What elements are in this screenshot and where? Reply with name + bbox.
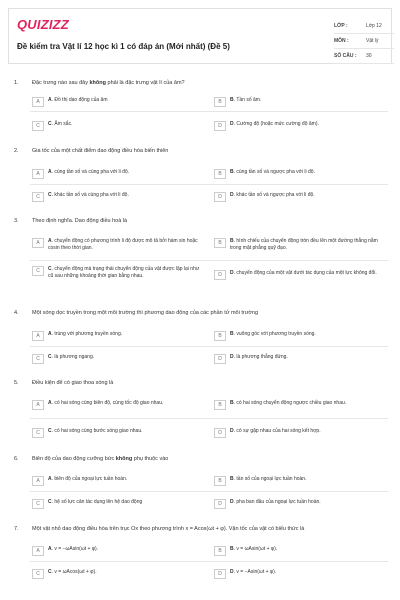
option-text: D. v = −Asin(ωt + φ). bbox=[230, 569, 277, 575]
option-letter: A bbox=[32, 400, 44, 410]
option-letter: B bbox=[214, 546, 226, 556]
question-number: 3. bbox=[14, 218, 19, 224]
meta-value: 30 bbox=[366, 53, 372, 59]
meta-row-subject bbox=[334, 34, 394, 49]
option-text: D. khác tần số và ngược pha với li độ. bbox=[230, 192, 315, 198]
option-a[interactable] bbox=[32, 331, 202, 341]
option-letter: A bbox=[32, 546, 44, 556]
question-number: 1. bbox=[14, 80, 19, 86]
option-text: D. chuyển động của một vật dưới tác dụng của một lực không đổi. bbox=[230, 270, 377, 276]
option-c[interactable] bbox=[32, 428, 204, 438]
option-letter: B bbox=[214, 238, 226, 248]
option-c[interactable] bbox=[32, 569, 202, 579]
quizizz-logo: QUIZIZZ bbox=[17, 17, 69, 32]
option-text: D. pha ban đầu của ngoại lực tuần hoàn. bbox=[230, 499, 321, 505]
question-number: 4. bbox=[14, 310, 19, 316]
option-c[interactable] bbox=[32, 121, 202, 131]
option-a[interactable] bbox=[32, 546, 202, 556]
option-letter: A bbox=[32, 331, 44, 341]
option-letter: C bbox=[32, 428, 44, 438]
question-text: Một sóng dọc truyền trong một môi trường thì phương dao động của các phần tử môi trường bbox=[32, 310, 259, 316]
option-c[interactable] bbox=[32, 266, 204, 279]
option-text: C. có hai sóng cùng bước sóng giao nhau. bbox=[48, 428, 143, 434]
option-a[interactable] bbox=[32, 169, 202, 179]
option-a[interactable] bbox=[32, 97, 202, 107]
question-text: Đặc trưng nào sau đây không phải là đặc trưng vật lí của âm? bbox=[32, 80, 185, 86]
option-text: A. chuyển động có phương trình li độ được mô tả bởi hàm sin hoặc cosin theo thời gian. bbox=[48, 238, 198, 251]
question-text: Một vật nhỏ dao động điều hòa trên trục Ox theo phương trình x = Acos(ωt + φ). Vận tốc của vật có biểu thức là bbox=[32, 526, 305, 532]
option-letter: C bbox=[32, 121, 44, 131]
option-d[interactable] bbox=[214, 270, 390, 280]
option-b[interactable] bbox=[214, 400, 386, 410]
option-text: D. Cường độ (hoặc mức cường độ âm). bbox=[230, 121, 319, 127]
option-letter: C bbox=[32, 354, 44, 364]
option-letter: B bbox=[214, 400, 226, 410]
option-text: C. v = ωAcos(ωt + φ). bbox=[48, 569, 97, 575]
option-c[interactable] bbox=[32, 192, 202, 202]
option-letter: C bbox=[32, 266, 44, 276]
option-letter: D bbox=[214, 499, 226, 509]
option-c[interactable] bbox=[32, 354, 202, 364]
option-b[interactable] bbox=[214, 546, 384, 556]
option-letter: D bbox=[214, 428, 226, 438]
option-letter: B bbox=[214, 169, 226, 179]
option-text: C. Âm sắc. bbox=[48, 121, 73, 127]
option-letter: D bbox=[214, 192, 226, 202]
option-text: A. biên độ của ngoại lực tuần hoàn. bbox=[48, 476, 128, 482]
option-text: A. trùng với phương truyền sóng. bbox=[48, 331, 123, 337]
option-letter: D bbox=[214, 354, 226, 364]
option-b[interactable] bbox=[214, 169, 384, 179]
option-text: D. là phương thẳng đứng. bbox=[230, 354, 288, 360]
option-a[interactable] bbox=[32, 400, 204, 410]
option-a[interactable] bbox=[32, 476, 202, 486]
option-d[interactable] bbox=[214, 569, 384, 579]
option-b[interactable] bbox=[214, 476, 384, 486]
option-text: C. hệ số lực cản tác dụng lên hệ dao động bbox=[48, 499, 143, 505]
option-b[interactable] bbox=[214, 331, 384, 341]
option-a[interactable] bbox=[32, 238, 204, 251]
option-text: A. có hai sóng cùng biên độ, cùng tốc độ giao nhau. bbox=[48, 400, 164, 406]
option-text: B. có hai sóng chuyển động ngược chiều giao nhau. bbox=[230, 400, 347, 406]
option-letter: A bbox=[32, 238, 44, 248]
option-text: B. hình chiếu của chuyển động tròn đều lên một đường thẳng nằm trong mặt phẳng quỹ đạo. bbox=[230, 238, 378, 251]
option-b[interactable] bbox=[214, 97, 384, 107]
question-number: 7. bbox=[14, 526, 19, 532]
option-text: A. Đồ thị dao động của âm bbox=[48, 97, 108, 103]
option-text: B. Tần số âm. bbox=[230, 97, 262, 103]
option-text: B. vuông góc với phương truyền sóng. bbox=[230, 331, 316, 337]
meta-key: MÔN : bbox=[334, 38, 349, 44]
meta-value: Vật lý bbox=[366, 38, 379, 44]
meta-row-count bbox=[334, 49, 394, 64]
option-letter: C bbox=[32, 192, 44, 202]
option-text: C. khác tần số và cùng pha với li độ. bbox=[48, 192, 129, 198]
question-text: Theo định nghĩa. Dao động điều hoà là bbox=[32, 218, 128, 224]
question-number: 2. bbox=[14, 148, 19, 154]
option-d[interactable] bbox=[214, 354, 384, 364]
option-text: C. là phương ngang. bbox=[48, 354, 95, 360]
option-letter: D bbox=[214, 270, 226, 280]
option-letter: A bbox=[32, 97, 44, 107]
option-text: C. chuyển động mà trạng thái chuyển động của vật được lặp lại như cũ sau những khoảng thời gian bằng nhau. bbox=[48, 266, 200, 279]
meta-info bbox=[334, 19, 394, 64]
question-text: Gia tốc của một chất điểm dao động điều hòa biến thiên bbox=[32, 148, 169, 154]
option-d[interactable] bbox=[214, 499, 384, 509]
option-letter: A bbox=[32, 169, 44, 179]
option-c[interactable] bbox=[32, 499, 202, 509]
option-letter: B bbox=[214, 331, 226, 341]
option-text: B. tần số của ngoại lực tuần hoàn. bbox=[230, 476, 307, 482]
option-letter: C bbox=[32, 499, 44, 509]
option-letter: C bbox=[32, 569, 44, 579]
page-title: Đề kiểm tra Vật lí 12 học kì 1 có đáp án (Mới nhất) (Đề 5) bbox=[17, 42, 230, 51]
question-text: Biên độ của dao động cưỡng bức không phụ thuộc vào bbox=[32, 456, 169, 462]
option-text: A. cùng tần số và cùng pha với li độ. bbox=[48, 169, 130, 175]
option-letter: B bbox=[214, 476, 226, 486]
meta-row-class bbox=[334, 19, 394, 34]
worksheet-header bbox=[8, 8, 392, 64]
question-number: 6. bbox=[14, 456, 19, 462]
meta-key: LỚP : bbox=[334, 23, 348, 29]
option-b[interactable] bbox=[214, 238, 386, 251]
option-d[interactable] bbox=[214, 121, 384, 131]
option-text: A. v = −ωAsin(ωt + φ). bbox=[48, 546, 99, 552]
option-d[interactable] bbox=[214, 192, 384, 202]
option-letter: D bbox=[214, 569, 226, 579]
option-text: B. v = ωAsin(ωt + φ). bbox=[230, 546, 278, 552]
option-text: B. cùng tần số và ngược pha với li độ. bbox=[230, 169, 315, 175]
option-letter: A bbox=[32, 476, 44, 486]
option-letter: B bbox=[214, 97, 226, 107]
question-text: Điều kiện để có giao thoa sóng là bbox=[32, 380, 114, 386]
meta-key: SỐ CÂU : bbox=[334, 53, 357, 59]
option-letter: D bbox=[214, 121, 226, 131]
meta-value: Lớp 12 bbox=[366, 23, 382, 29]
option-d[interactable] bbox=[214, 428, 386, 438]
question-number: 5. bbox=[14, 380, 19, 386]
option-text: D. có sự gặp nhau của hai sóng kết hợp. bbox=[230, 428, 321, 434]
